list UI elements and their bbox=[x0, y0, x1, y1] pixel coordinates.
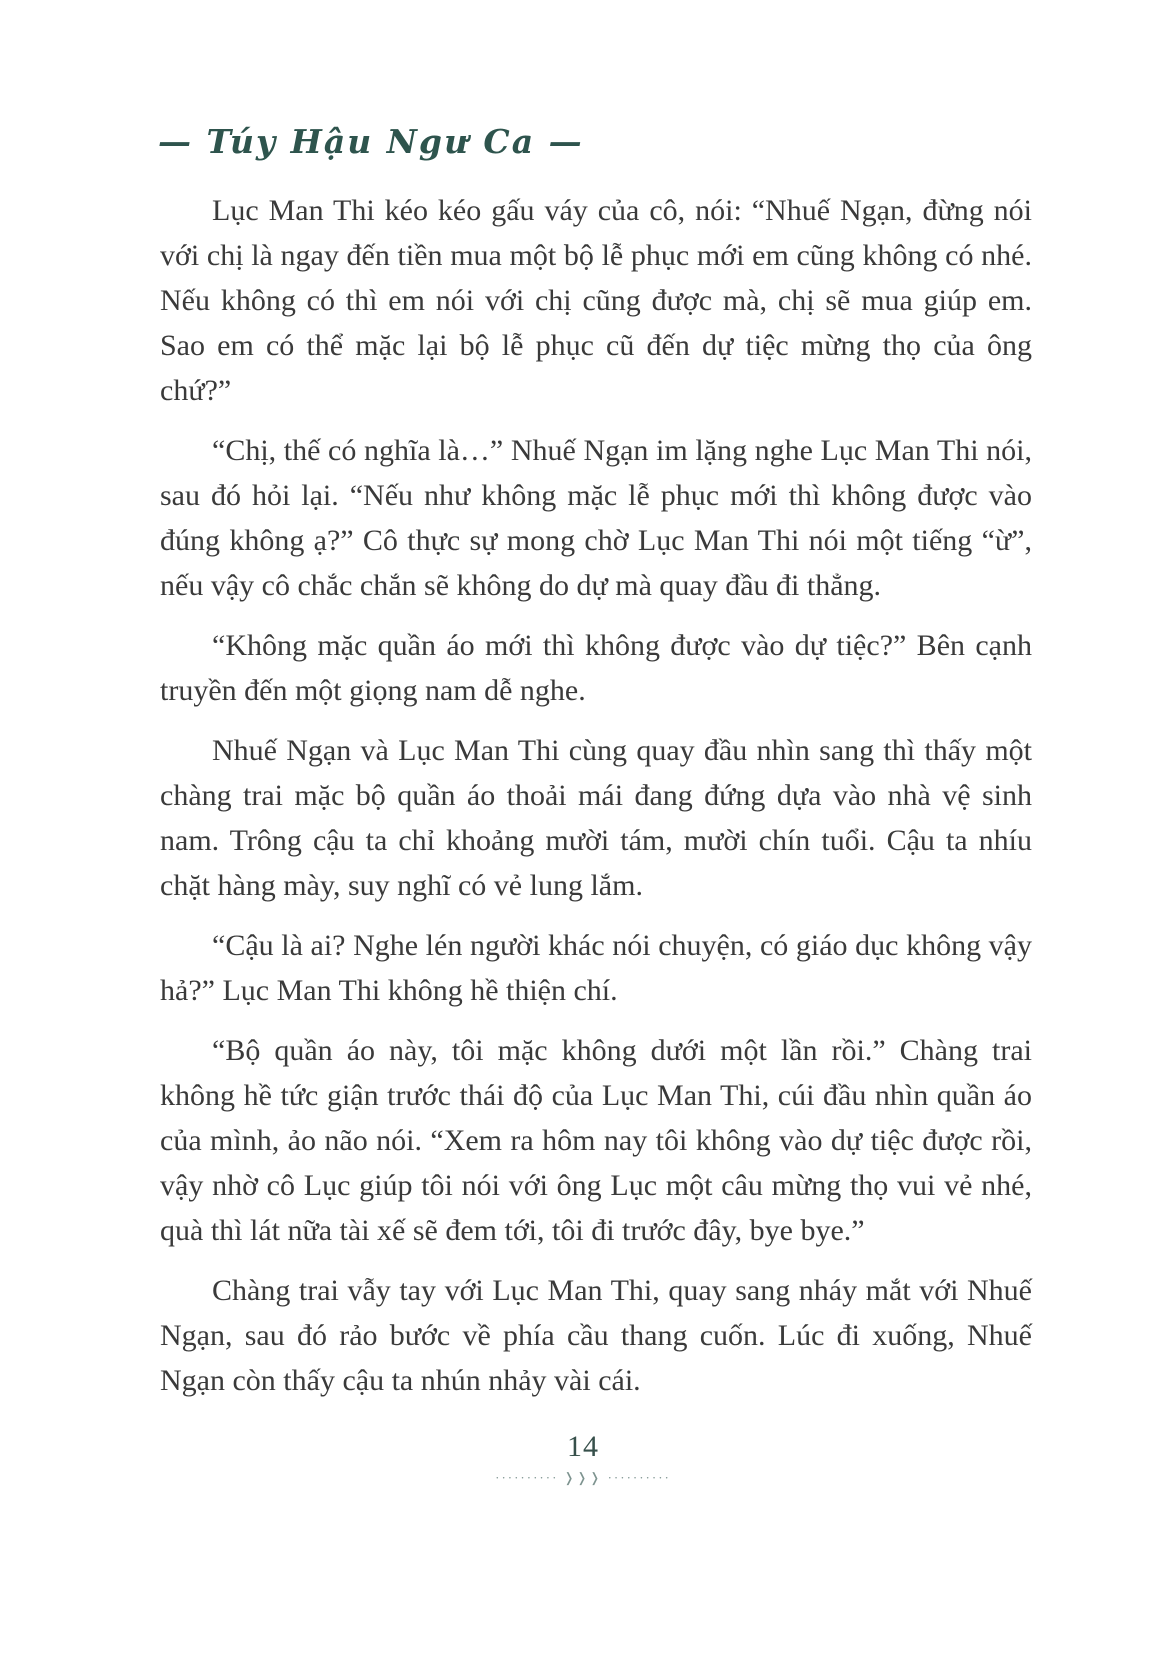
page-number: 14 bbox=[567, 1430, 599, 1463]
body-paragraph: Chàng trai vẫy tay với Lục Man Thi, quay sang nháy mắt với Nhuế Ngạn, sau đó rảo bước về phía cầu thang cuốn. Lúc đi xuống, Nhuế Ngạn còn thấy cậu ta nhún nhảy vài cái. bbox=[160, 1274, 1032, 1397]
body-paragraph: Lục Man Thi kéo kéo gấu váy của cô, nói: “Nhuế Ngạn, đừng nói với chị là ngay đến tiền mua một bộ lễ phục mới em cũng không có nhé. Nếu không có thì em nói với chị cũng được mà, chị sẽ mua giúp em. Sao em có thể mặc lại bộ lễ phục cũ đến dự tiệc mừng thọ của ông chứ?” bbox=[160, 194, 1032, 407]
body-paragraph: “Cậu là ai? Nghe lén người khác nói chuyện, có giáo dục không vậy hả?” Lục Man Thi không hề thiện chí. bbox=[160, 929, 1032, 1007]
footer-ornament-icon: ·········· ❭❭❭ ·········· bbox=[495, 1470, 671, 1485]
page-footer bbox=[0, 1430, 1166, 1486]
body-paragraph: “Không mặc quần áo mới thì không được vào dự tiệc?” Bên cạnh truyền đến một giọng nam dễ nghe. bbox=[160, 629, 1032, 707]
body-paragraph: “Bộ quần áo này, tôi mặc không dưới một lần rồi.” Chàng trai không hề tức giận trước thái độ của Lục Man Thi, cúi đầu nhìn quần áo của mình, ảo não nói. “Xem ra hôm nay tôi không vào dự tiệc được rồi, vậy nhờ cô Lục giúp tôi nói với ông Lục một câu mừng thọ vui vẻ nhé, quà thì lát nữa tài xế sẽ đem tới, tôi đi trước đây, bye bye.” bbox=[160, 1034, 1032, 1247]
running-header: — Túy Hậu Ngư Ca — bbox=[158, 122, 584, 161]
page-body bbox=[160, 188, 1032, 1418]
body-paragraph: “Chị, thế có nghĩa là…” Nhuế Ngạn im lặng nghe Lục Man Thi nói, sau đó hỏi lại. “Nếu như không mặc lễ phục mới thì không được vào đúng không ạ?” Cô thực sự mong chờ Lục Man Thi nói một tiếng “ừ”, nếu vậy cô chắc chắn sẽ không do dự mà quay đầu đi thẳng. bbox=[160, 434, 1032, 602]
body-paragraph: Nhuế Ngạn và Lục Man Thi cùng quay đầu nhìn sang thì thấy một chàng trai mặc bộ quần áo thoải mái đang đứng dựa vào nhà vệ sinh nam. Trông cậu ta chỉ khoảng mười tám, mười chín tuổi. Cậu ta nhíu chặt hàng mày, suy nghĩ có vẻ lung lắm. bbox=[160, 734, 1032, 902]
